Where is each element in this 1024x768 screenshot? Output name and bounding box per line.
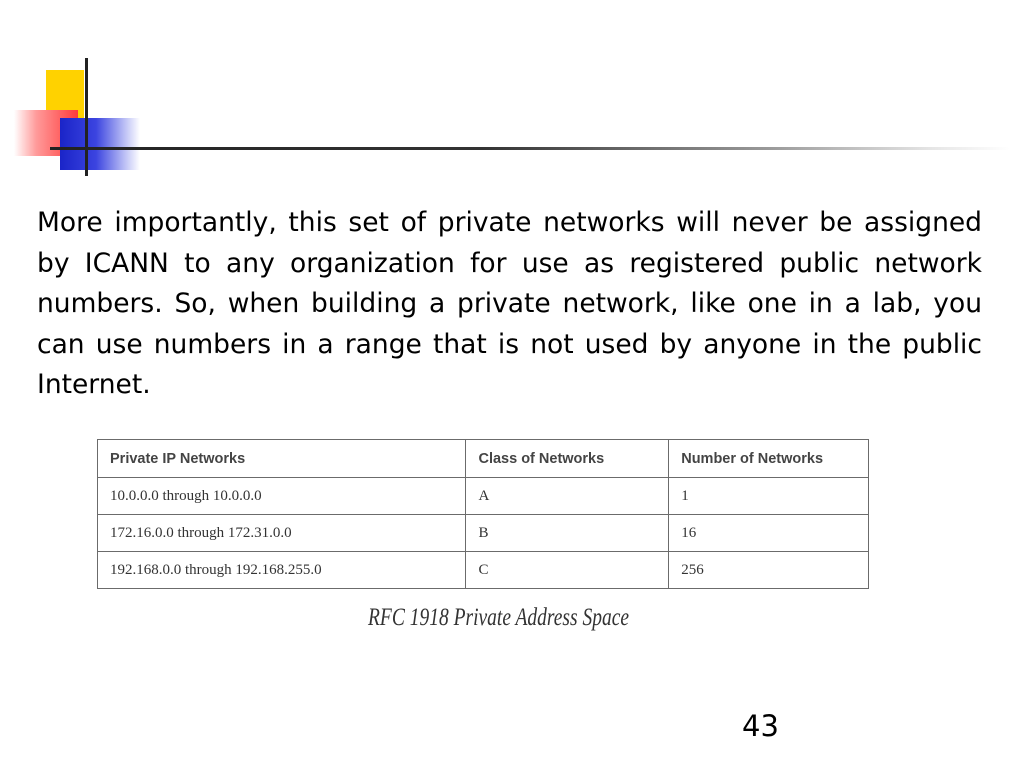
table-cell: 172.16.0.0 through 172.31.0.0 [98, 515, 466, 552]
decorative-blue-square [60, 118, 140, 170]
page-number: 43 [742, 709, 779, 743]
private-address-table [97, 439, 869, 589]
table-cell: B [466, 515, 669, 552]
table-row [98, 478, 869, 515]
table-row [98, 552, 869, 589]
table-row [98, 515, 869, 552]
column-header: Class of Networks [466, 440, 669, 478]
column-header: Private IP Networks [98, 440, 466, 478]
decorative-vertical-line [85, 58, 88, 176]
table-cell: 1 [669, 478, 869, 515]
table-cell: A [466, 478, 669, 515]
table-cell: C [466, 552, 669, 589]
table-cell: 256 [669, 552, 869, 589]
table-caption: RFC 1918 Private Address Space [368, 604, 630, 631]
title-rule-line [50, 147, 1010, 150]
table-cell: 10.0.0.0 through 10.0.0.0 [98, 478, 466, 515]
body-paragraph: More importantly, this set of private networks will never be assigned by ICANN to any organization for use as registered public network numbers. So, when building a private network, like one in a lab, you can use numbers in a range that is not used by anyone in the public Internet. [37, 207, 982, 400]
table-cell: 192.168.0.0 through 192.168.255.0 [98, 552, 466, 589]
column-header: Number of Networks [669, 440, 869, 478]
table-header-row [98, 440, 869, 478]
table-cell: 16 [669, 515, 869, 552]
